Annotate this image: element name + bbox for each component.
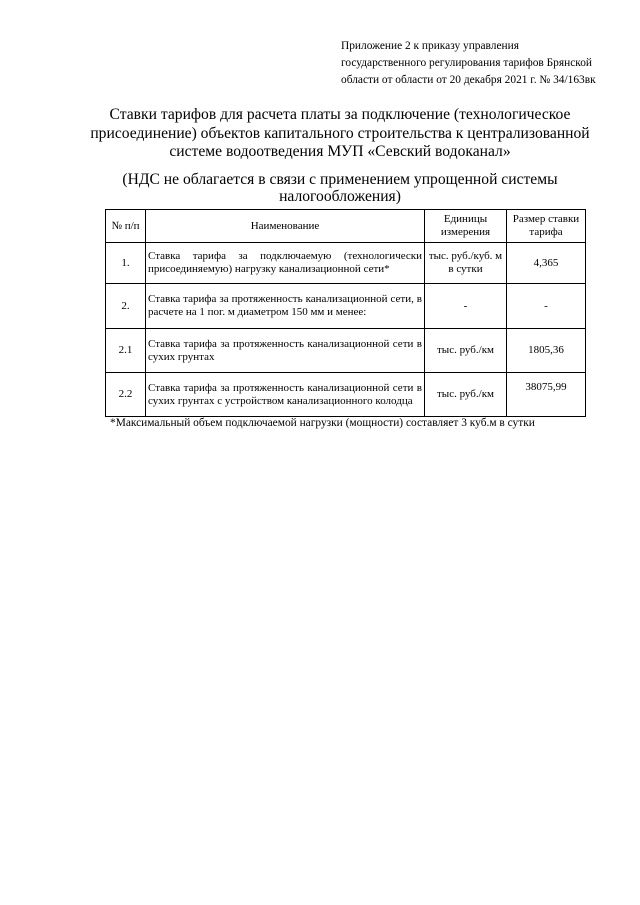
row-unit: тыс. руб./км [425,373,507,417]
row-rate: - [507,284,586,329]
row-rate: 1805,36 [507,329,586,373]
appendix-line: государственного регулирования тарифов Брянской [341,57,593,69]
row-name: Ставка тарифа за протяженность канализационной сети в сухих грунтах [146,329,425,373]
row-name: Ставка тарифа за протяженность канализационной сети, в расчете на 1 пог. м диаметром 150 мм и менее: [146,284,425,329]
title-line: системе водоотведения МУП «Севский водоканал» [169,143,511,160]
row-name: Ставка тарифа за подключаемую (технологически присоединяемую) нагрузку канализационной сети* [146,243,425,284]
appendix-line: области от области от 20 декабря 2021 г. № 34/163вк [341,74,596,86]
appendix-line: Приложение 2 к приказу управления [341,40,519,52]
row-name: Ставка тарифа за протяженность канализационной сети в сухих грунтах с устройством канализационного колодца [146,373,425,417]
row-unit: тыс. руб./км [425,329,507,373]
row-unit: тыс. руб./куб. м в сутки [425,243,507,284]
vat-line: (НДС не облагается в связи с применением упрощенной системы [122,171,558,188]
row-rate: 4,365 [507,243,586,284]
header-unit: Единицы измерения [425,210,507,243]
row-number: 1. [106,243,146,284]
vat-note [90,172,590,205]
table-row [106,329,586,373]
table-row [106,284,586,329]
header-rate: Размер ставки тарифа [507,210,586,243]
title-line: Ставки тарифов для расчета платы за подключение (технологическое [109,106,571,123]
document-title [90,106,590,162]
header-name: Наименование [146,210,425,243]
title-line: присоединение) объектов капитального строительства к централизованной [90,124,590,142]
footnote: *Максимальный объем подключаемой нагрузки (мощности) составляет 3 куб.м в сутки [110,417,535,429]
row-number: 2. [106,284,146,329]
table-row [106,373,586,417]
tariff-table [105,209,586,417]
row-number: 2.2 [106,373,146,417]
header-number: № п/п [106,210,146,243]
appendix-reference [341,38,626,89]
table-row [106,243,586,284]
vat-line: налогообложения) [279,187,401,205]
row-rate: 38075,99 [507,373,586,417]
table-header-row [106,210,586,243]
row-number: 2.1 [106,329,146,373]
row-unit: - [425,284,507,329]
